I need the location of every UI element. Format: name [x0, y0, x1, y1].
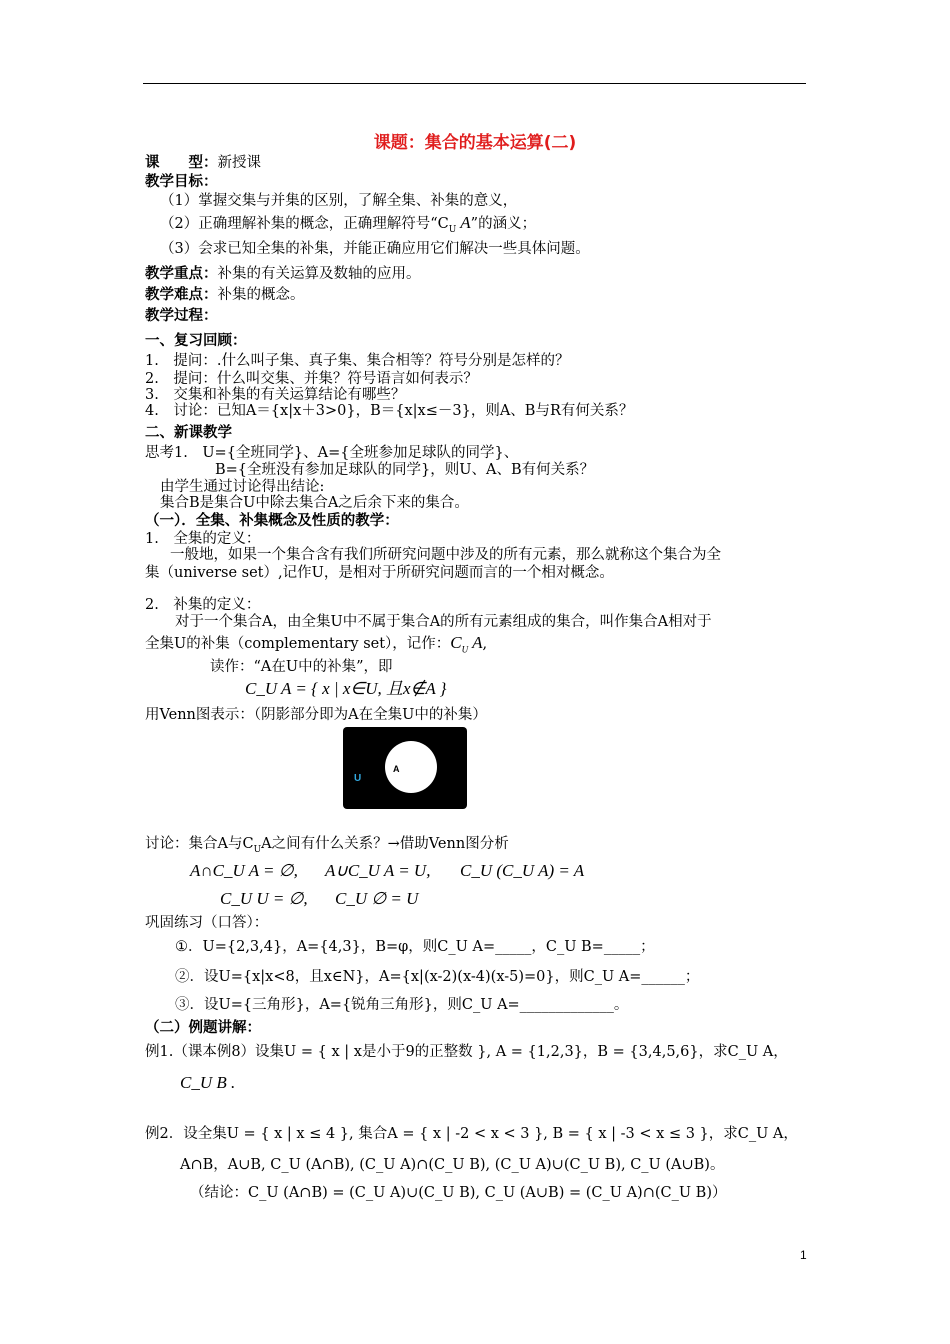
venn-label-u: U — [354, 773, 362, 784]
review-item-1: 1. 提问：.什么叫子集、真子集、集合相等？符号分别是怎样的？ — [145, 353, 570, 369]
objectives-heading: 教学目标： — [145, 174, 218, 190]
practice-q1: ①．U={2,3,4}，A={4,3}，B=φ，则C_U A=_____，C_U B=_____； — [175, 939, 655, 955]
complement-read: 读作：“A在U中的补集”，即 — [210, 659, 393, 675]
review-heading: 一、复习回顾： — [145, 333, 247, 349]
examples-heading: （二）例题讲解： — [145, 1020, 261, 1036]
discussion-row-2-b: C_U ∅ = U — [335, 889, 419, 908]
example-2b: A∩B，A∪B, C_U (A∩B), (C_U A)∩(C_U B), (C_U A)∪(C_U B), C_U (A∪B)。 — [180, 1157, 725, 1173]
objective-3: （3）会求已知全集的补集，并能正确应用它们解决一些具体问题。 — [160, 241, 590, 257]
review-item-2: 2. 提问：什么叫交集、并集？符号语言如何表示？ — [145, 371, 478, 387]
discussion-row-1-c: C_U (C_U A) = A — [460, 861, 585, 880]
complement-title: 2. 补集的定义： — [145, 597, 261, 613]
header-rule — [143, 83, 806, 84]
universal-set-title: 1. 全集的定义： — [145, 531, 261, 547]
venn-label-a: A — [393, 764, 400, 774]
think-1: 思考1. U={全班同学}、A={全班参加足球队的同学}、 — [145, 445, 519, 461]
review-item-3: 3. 交集和补集的有关运算结论有哪些？ — [145, 387, 406, 403]
example-1: 例1.（课本例8）设集U = { x | x是小于9的正整数 }, A = {1,2,3}，B = {3,4,5,6}，求C_U A， — [145, 1044, 788, 1060]
page-title: 课题：集合的基本运算(二) — [373, 133, 577, 153]
conclusion-2: 集合B是集合U中除去集合A之后余下来的集合。 — [160, 495, 469, 511]
conclusion-1: 由学生通过讨论得出结论: — [160, 479, 325, 495]
complement-formula: C_U A = { x | x∈U, 且x∉A } — [245, 679, 447, 698]
practice-heading: 巩固练习（口答）： — [145, 915, 269, 931]
think-1b: B={全班没有参加足球队的同学}，则U、A、B有何关系？ — [215, 462, 595, 478]
objective-2: （2）正确理解补集的概念，正确理解符号“$C_U$ A”的涵义； — [160, 213, 537, 235]
practice-q3: ③．设U={三角形}，A={锐角三角形}，则C_U A=_____________。 — [175, 997, 629, 1013]
discussion-row-1-a: A∩C_U A = ∅, — [190, 861, 298, 880]
universal-set-text-2: 集（universe set）,记作U，是相对于所研究问题而言的一个相对概念。 — [145, 565, 614, 581]
complement-text-1: 对于一个集合A，由全集U中不属于集合A的所有元素组成的集合，叫作集合A相对于 — [175, 614, 712, 630]
process-heading: 教学过程： — [145, 308, 218, 324]
venn-caption: 用Venn图表示：（阴影部分即为A在全集U中的补集） — [145, 707, 487, 723]
review-item-4: 4. 讨论：已知A＝{x|x＋3>0}，B＝{x|x≤－3}，则A、B与R有何关系？ — [145, 403, 634, 419]
lesson-type: 课 型：新授课 — [145, 155, 261, 171]
example-2-conclusion: （结论：C_U (A∩B) = (C_U A)∪(C_U B), C_U (A∪B) = (C_U A)∩(C_U B)） — [190, 1185, 727, 1201]
new-lesson-heading: 二、新课教学 — [145, 425, 232, 441]
discussion-row-1-b: A∪C_U A = U, — [325, 861, 431, 880]
page-number: 1 — [800, 1248, 807, 1262]
example-2: 例2．设全集U = { x | x ≤ 4 }, 集合A = { x | -2 < x < 3 }, B = { x | -3 < x ≤ 3 }，求C_U A， — [145, 1126, 798, 1142]
discussion-row-2-a: C_U U = ∅, — [220, 889, 308, 908]
discussion-text: 讨论：集合A与$C_UA$之间有什么关系？→借助Venn图分析 — [145, 836, 509, 855]
difficulty: 教学难点：补集的概念。 — [145, 287, 305, 303]
universal-set-text-1: 一般地，如果一个集合含有我们所研究问题中涉及的所有元素，那么就称这个集合为全 — [170, 547, 721, 563]
venn-diagram — [343, 727, 467, 809]
practice-q2: ②．设U={x|x<8，且x∈N}，A={x|(x-2)(x-4)(x-5)=0}，则C_U A=______； — [175, 969, 700, 985]
key-point: 教学重点：补集的有关运算及数轴的应用。 — [145, 266, 421, 282]
section-1-heading: （一）．全集、补集概念及性质的教学： — [145, 513, 399, 529]
complement-text-2: 全集U的补集（complementary set），记作：$C_U$ A, — [145, 633, 488, 655]
example-1b: C_U B . — [180, 1073, 236, 1092]
objective-1: （1）掌握交集与并集的区别，了解全集、补集的意义， — [160, 193, 518, 209]
